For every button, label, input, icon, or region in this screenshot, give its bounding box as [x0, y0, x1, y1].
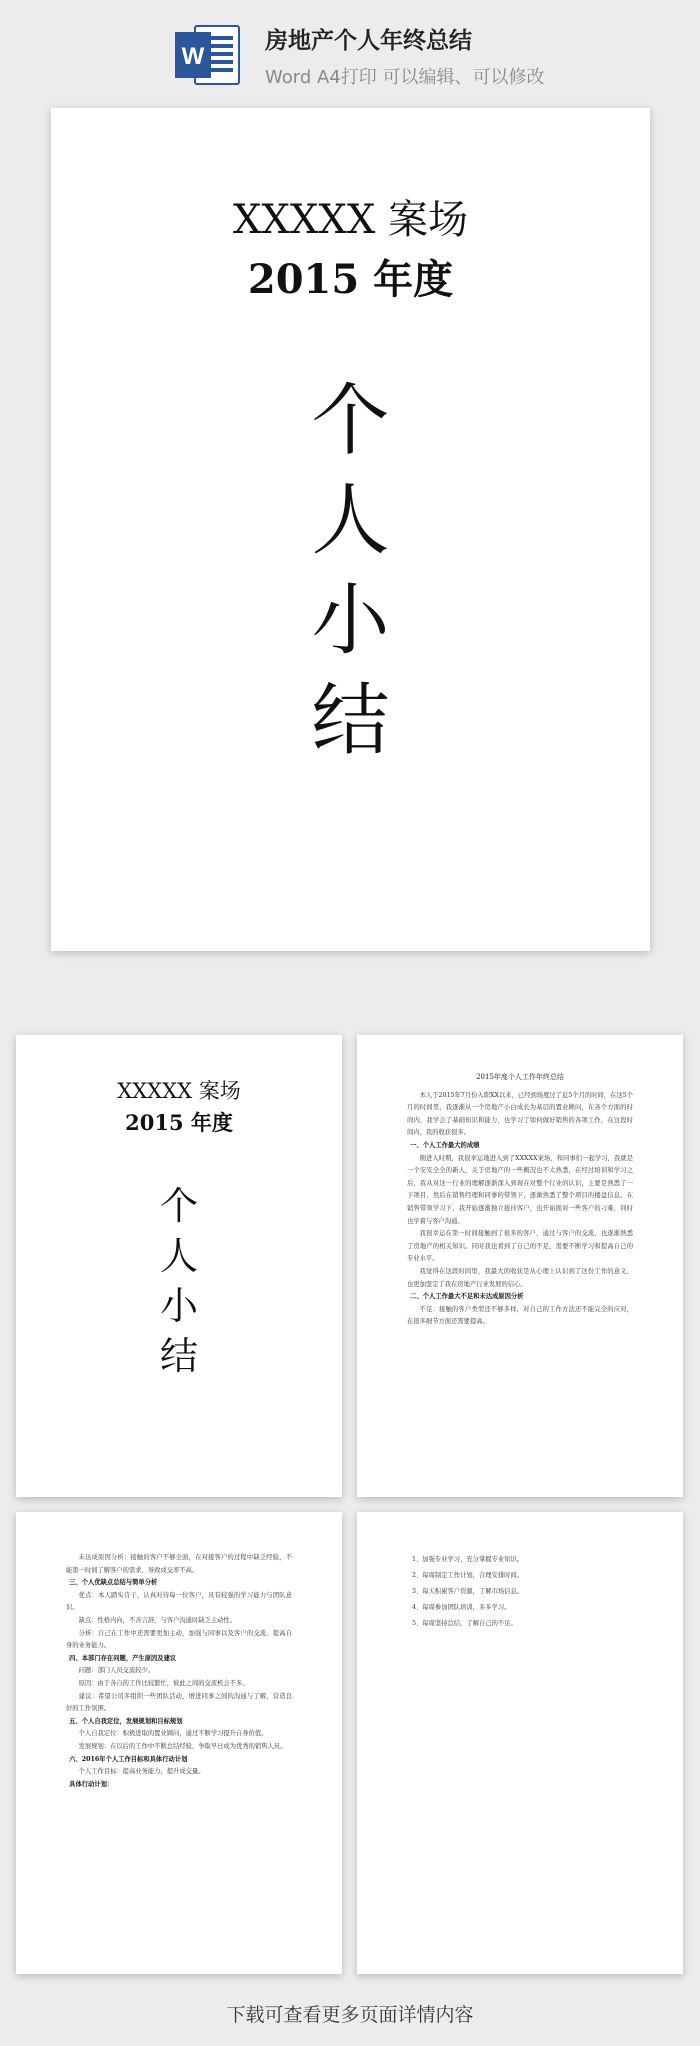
svg-text:W: W — [181, 43, 205, 70]
analysis-paragraph: 个人工作目标：提高业务能力，提升成交量。 — [78, 1768, 205, 1776]
thumb-char-2: 人 — [159, 1234, 198, 1278]
analysis-heading: 三、个人优缺点总结与简单分析 — [69, 1579, 158, 1587]
summary-paragraph: 我觉得在这段时间里，我最大的收获是从心理上认识到了这份工作的意义，也更加坚定了我在房地产行业发展的信心。 — [407, 1267, 633, 1288]
analysis-paragraph: 优点：本人踏实肯干，认真对待每一位客户，具有较强的学习能力与团队意识。 — [66, 1591, 292, 1612]
summary-title: 2015年度个人工作年终总结 — [476, 1073, 564, 1081]
cover-char-4: 结 — [311, 676, 390, 766]
summary-paragraph: 刚进入时期，我很幸运地进入到了XXXXX案场，和同事们一起学习，我就是一个安安全全的新人，关于房地产的一些概况也不太熟悉，在经过培训和学习之后，我从对这一行业的理解逐渐深入到现在对整个行业的认识，主要是熟悉了一下项目，然后在销售经理和同事的带领下，逐渐熟悉了整个项目的楼盘信息。在销售带领学习下，我开始逐渐独立接待客户，也开始面对一些客户的刁难，同时也学着与客户沟通。 — [407, 1154, 633, 1225]
summary-paragraph: 不足：接触的客户类型还不够多样，对自己的工作方法还不能完全的应对，在很多细节方面还需要提高。 — [407, 1305, 633, 1326]
document-subtitle: Word A4打印 可以编辑、可以修改 — [265, 67, 545, 88]
summary-heading: 一、个人工作最大的成绩 — [410, 1141, 480, 1149]
summary-paragraph: 本人于2015年7月份入职XX以来，已经到场度过了近5个月的时间，在这5个月的时间里，我逐渐从一个房地产小白成长为基层的置业顾问，在各个方面的时间内，我学会了基础知识和能力，也学习了如何做好销售的各项工作，在这段时间内，我的收获很多。 — [407, 1091, 633, 1137]
summary-heading: 二、个人工作最大不足和未达成原因分析 — [410, 1293, 524, 1301]
thumbnail-plan-page — [357, 1512, 683, 1974]
plan-item: 3、每天积累客户资源，了解市场信息。 — [412, 1588, 524, 1595]
analysis-paragraph: 未达成原因分析：接触的客户不够全面，在对接客户的过程中缺乏经验，不能第一时间了解客户的需求，导致成交率不高。 — [66, 1554, 292, 1574]
thumb-char-3: 小 — [159, 1284, 198, 1328]
thumbnail-analysis-page — [16, 1512, 342, 1974]
cover-char-2: 人 — [311, 476, 390, 566]
word-icon — [173, 22, 241, 88]
analysis-paragraph: 原因：由于各自的工作比较繁忙，彼此之间的交流机会不多。 — [78, 1679, 249, 1687]
summary-text — [407, 1071, 633, 1329]
thumb-project-name: XXXXX 案场 — [117, 1079, 241, 1103]
document-title: 房地产个人年终总结 — [265, 28, 472, 54]
analysis-paragraph: 发展规划：在以后的工作中不断总结经验，争取早日成为优秀的销售人员。 — [78, 1742, 287, 1750]
analysis-heading: 四、本部门存在问题，产生原因及建议 — [69, 1654, 177, 1662]
analysis-paragraph: 问题：部门人员交流较少。 — [78, 1667, 155, 1675]
cover-char-1: 个 — [311, 376, 390, 466]
analysis-paragraph: 分析：自己在工作中还需要更加主动，加强与同事以及客户的交流，提高自身的业务能力。 — [66, 1629, 292, 1650]
header — [0, 0, 700, 108]
thumbnail-summary-page — [357, 1035, 683, 1497]
analysis-text — [66, 1552, 292, 1791]
plan-item: 1、加强专业学习，充分掌握专业知识。 — [412, 1556, 524, 1563]
cover-char-3: 小 — [311, 576, 390, 666]
cover-page-large — [51, 108, 650, 951]
plan-list — [412, 1552, 632, 1632]
cover-year: 2015 年度 — [247, 256, 454, 303]
thumbnail-cover-page — [16, 1035, 342, 1497]
thumb-char-1: 个 — [159, 1184, 198, 1228]
cover-project-name: XXXXX 案场 — [232, 197, 469, 243]
analysis-heading: 六、2016年个人工作目标和具体行动计划 — [69, 1755, 188, 1763]
plan-item: 2、每周制定工作计划，合理安排时间。 — [412, 1572, 524, 1579]
analysis-heading: 具体行动计划： — [69, 1780, 114, 1788]
analysis-paragraph: 个人自我定位：积极进取的置业顾问，通过不断学习提升自身价值。 — [78, 1730, 268, 1738]
thumb-char-4: 结 — [159, 1334, 198, 1378]
summary-paragraph: 我很幸运在第一时间接触到了很多的客户，通过与客户的交流，也逐渐熟悉了房地产的相关知识。同时我也看到了自己的不足，需要不断学习和提高自己的专业水平。 — [407, 1230, 633, 1263]
analysis-paragraph: 建议：希望公司多组织一些团队活动，增进同事之间的沟通与了解，营造良好的工作氛围。 — [66, 1692, 292, 1713]
plan-item: 5、每周坚持总结，了解自己的不足。 — [412, 1620, 517, 1627]
plan-item: 4、每周参加团队培训，多多学习。 — [412, 1604, 511, 1611]
analysis-paragraph: 缺点：性格内向，不善言辞，与客户沟通时缺乏主动性。 — [78, 1616, 237, 1624]
download-more-link[interactable]: 下载可查看更多页面详情内容 — [226, 2004, 474, 2026]
thumb-year: 2015 年度 — [125, 1110, 233, 1135]
analysis-heading: 五、个人自我定位，发展规划和目标规划 — [69, 1717, 183, 1725]
